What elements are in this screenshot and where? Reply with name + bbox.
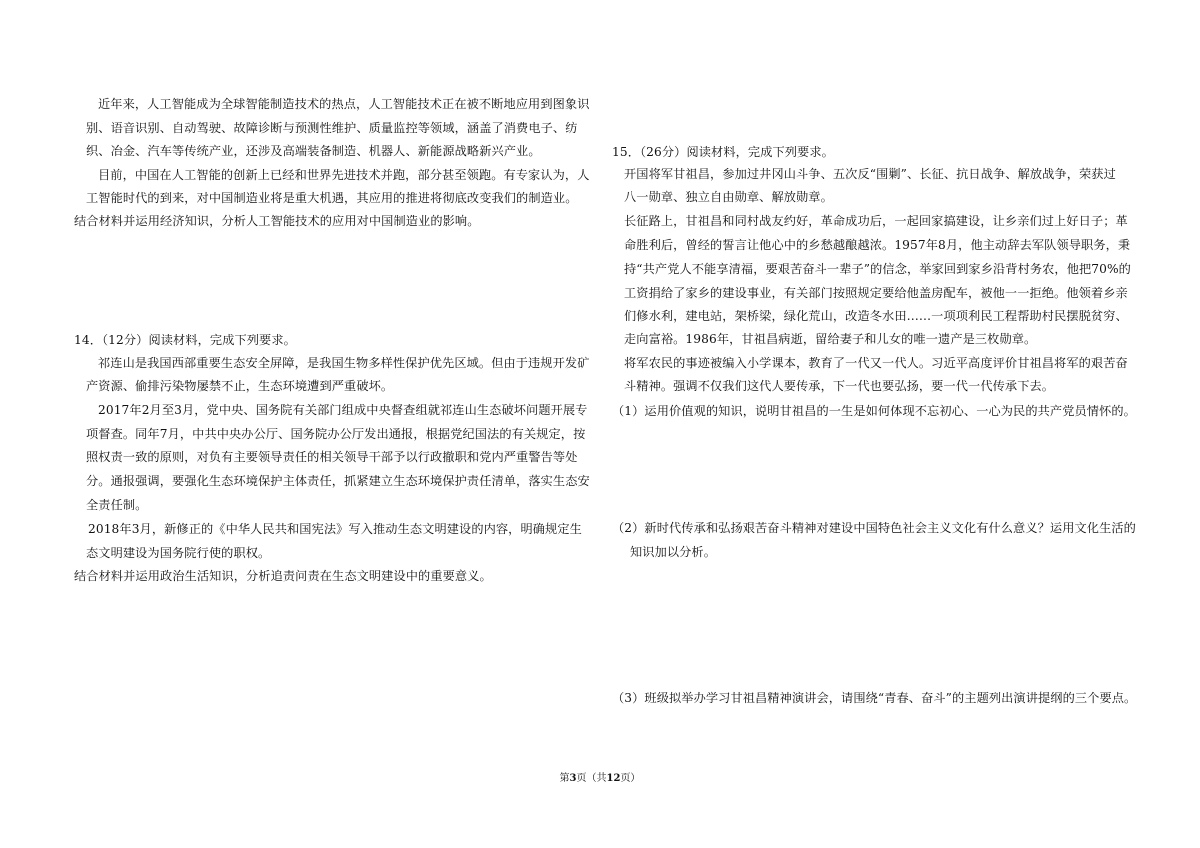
q13-question: 结合材料并运用经济知识，分析人工智能技术的应用对中国制造业的影响。 <box>74 214 480 228</box>
q15-material-line: 工资捐给了家乡的建设事业，有关部门按照规定要给他盖房配车，被他一一拒绝。他领着乡亲 <box>624 286 1128 300</box>
q14-material-line: 2017年2月至3月，党中央、国务院有关部门组成中央督查组就祁连山生态破坏问题开展专 <box>98 403 588 417</box>
q14-material-line: 全责任制。 <box>86 498 148 512</box>
q14-question: 结合材料并运用政治生活知识，分析追责问责在生态文明建设中的重要意义。 <box>74 569 492 583</box>
q13-material-line: 织、冶金、汽车等传统产业，还涉及高端装备制造、机器人、新能源战略新兴产业。 <box>86 144 541 158</box>
footer-total-pages: 12 <box>606 773 621 784</box>
q15-material-line: 命胜利后，曾经的誓言让他心中的乡愁越酿越浓。1957年8月，他主动辞去军队领导职务，秉 <box>624 238 1131 252</box>
page-footer <box>0 772 1200 786</box>
q15-header: 15．（26分）阅读材料，完成下列要求。 <box>612 145 834 159</box>
footer-mid: 页（共 <box>576 773 607 784</box>
q15-subquestion-2: （2）新时代传承和弘扬艰苦奋斗精神对建设中国特色社会主义文化有什么意义？运用文化生活的 <box>612 521 1136 535</box>
q15-subquestion-1: （1）运用价值观的知识，说明甘祖昌的一生是如何体现不忘初心、一心为民的共产党员情怀的。 <box>612 404 1136 418</box>
q15-material-line: 将军农民的事迹被编入小学课本，教育了一代又一代人。习近平高度评价甘祖昌将军的艰苦奋 <box>624 356 1128 370</box>
q14-material-line: 分。通报强调，要强化生态环境保护主体责任，抓紧建立生态环境保护责任清单，落实生态安 <box>86 474 590 488</box>
q14-material-line: 产资源、偷排污染物屡禁不止，生态环境遭到严重破坏。 <box>86 379 394 393</box>
q14-header: 14．（12分）阅读材料，完成下列要求。 <box>74 333 296 347</box>
q13-material-line: 工智能时代的到来，对中国制造业将是重大机遇，其应用的推进将彻底改变我们的制造业。 <box>86 191 578 205</box>
q15-material-line: 们修水利，建电站，架桥梁，绿化荒山，改造冬水田……一项项利民工程帮助村民摆脱贫穷、 <box>624 309 1128 323</box>
q15-subquestion-3: （3）班级拟举办学习甘祖昌精神演讲会，请围绕“青春、奋斗”的主题列出演讲提纲的三个要点。 <box>612 691 1137 705</box>
q14-material-line: 照权责一致的原则，对负有主要领导责任的相关领导干部予以行政撤职和党内严重警告等处 <box>86 450 578 464</box>
q15-material-line: 走向富裕。1986年，甘祖昌病逝，留给妻子和儿女的唯一遗产是三枚勋章。 <box>624 332 1037 346</box>
q15-material-line: 开国将军甘祖昌，参加过井冈山斗争、五次反“围剿”、长征、抗日战争、解放战争，荣获过 <box>624 167 1116 181</box>
q15-material-line: 斗精神。强调不仅我们这代人要传承，下一代也要弘扬，要一代一代传承下去。 <box>624 379 1055 393</box>
q15-subquestion-2-cont: 知识加以分析。 <box>630 545 717 559</box>
q13-material-line: 近年来，人工智能成为全球智能制造技术的热点，人工智能技术正在被不断地应用到图象识 <box>98 97 590 111</box>
footer-page-number: 3 <box>569 773 577 784</box>
footer-suffix: 页） <box>620 773 641 784</box>
q13-material-line: 别、语音识别、自动驾驶、故障诊断与预测性维护、质量监控等领域，涵盖了消费电子、纺 <box>86 121 578 135</box>
q13-material-line: 目前，中国在人工智能的创新上已经和世界先进技术并跑，部分甚至领跑。有专家认为，人 <box>98 168 590 182</box>
q15-material-line: 持“共产党人不能享清福，要艰苦奋斗一辈子”的信念，举家回到家乡沿背村务农，他把70%的 <box>624 262 1131 276</box>
q14-material-line: 祁连山是我国西部重要生态安全屏障，是我国生物多样性保护优先区域。但由于违规开发矿 <box>98 356 590 370</box>
q15-material-line: 八一勋章、独立自由勋章、解放勋章。 <box>624 190 833 204</box>
q15-material-line: 长征路上，甘祖昌和同村战友约好，革命成功后，一起回家搞建设，让乡亲们过上好日子；革 <box>624 214 1128 228</box>
footer-prefix: 第 <box>559 773 570 784</box>
q14-material-line: 态文明建设为国务院行使的职权。 <box>86 546 271 560</box>
q14-material-line: 项督查。同年7月，中共中央办公厅、国务院办公厅发出通报，根据党纪国法的有关规定，按 <box>86 427 586 441</box>
q14-material-line: 2018年3月，新修正的《中华人民共和国宪法》写入推动生态文明建设的内容，明确规定生 <box>88 522 582 536</box>
